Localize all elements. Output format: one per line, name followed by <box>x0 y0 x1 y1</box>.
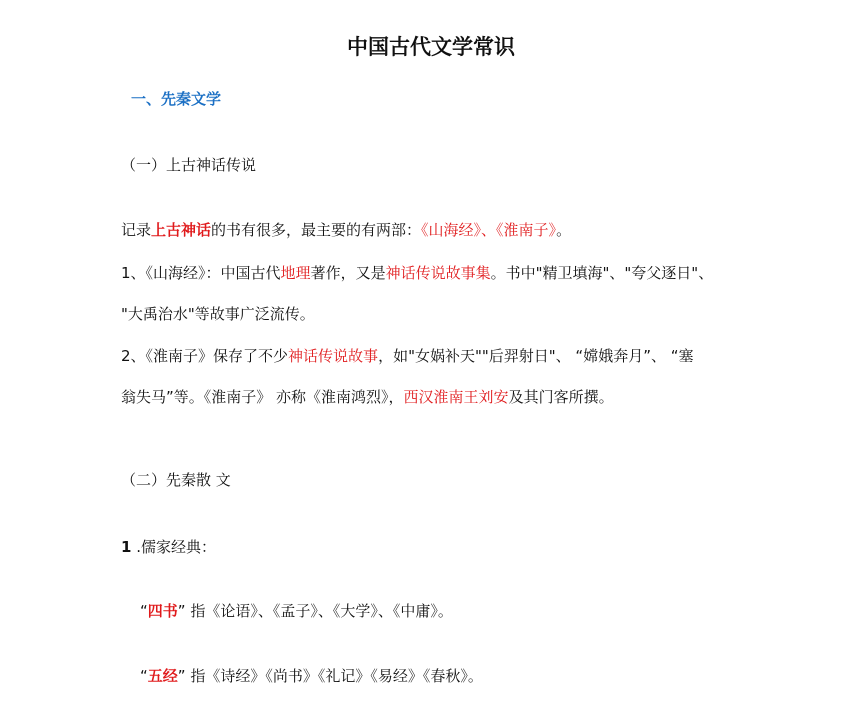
highlight: 四书 <box>147 602 178 620</box>
text: 记录 <box>121 221 152 239</box>
text: 及其门客所撰。 <box>508 388 614 406</box>
text: 翁失马”等。《淮南子》 亦称《淮南鸿烈》， <box>121 388 404 406</box>
text: 1、《山海经》：中国古代 <box>121 264 281 282</box>
highlight: 神话传说故事 <box>288 347 379 365</box>
text: 指《论语》、《孟子》、《大学》、《中庸》。 <box>185 602 453 620</box>
highlight: 《山海经》、《淮南子》 <box>421 221 557 239</box>
wujing-line <box>140 666 483 686</box>
quote: ” <box>177 667 186 685</box>
page-title: 中国古代文学常识 <box>347 35 515 59</box>
sishu-line <box>140 601 453 621</box>
text: 。书中"精卫填海"、"夸父逐日"、 <box>490 264 714 282</box>
section-heading: 一、先秦文学 <box>131 90 222 108</box>
text: 著作，又是 <box>310 264 386 282</box>
text: ，如"女娲补天""后羿射日"、 “嫦娥奔月”、 “塞 <box>378 347 694 365</box>
item-3-heading <box>121 537 216 557</box>
quote: “ <box>140 602 148 620</box>
quote: ” <box>177 602 186 620</box>
intro-paragraph <box>121 220 571 240</box>
item-2-line-1 <box>121 346 694 366</box>
item-1-line-2: "大禹治水"等故事广泛流传。 <box>121 305 315 323</box>
subsection-heading: （一）上古神话传说 <box>121 156 257 174</box>
text: 的书有很多，最主要的有两部： <box>211 221 422 239</box>
highlight: 西汉淮南王刘安 <box>403 388 509 406</box>
highlight: 五经 <box>147 667 178 685</box>
text: 。 <box>556 221 572 239</box>
highlight: 上古神话 <box>151 221 212 239</box>
quote: “ <box>140 667 148 685</box>
item-2-line-2 <box>121 387 614 407</box>
text: 2、《淮南子》保存了不少 <box>121 347 289 365</box>
item-number: 1 <box>121 538 132 556</box>
subsection-heading: （二）先秦散 文 <box>121 471 231 489</box>
text: 指《诗经》《尚书》《礼记》《易经》《春秋》。 <box>185 667 483 685</box>
item-1-line-1 <box>121 263 713 283</box>
highlight: 地理 <box>280 264 311 282</box>
highlight: 神话传说故事集 <box>385 264 491 282</box>
text: .儒家经典： <box>131 538 216 556</box>
